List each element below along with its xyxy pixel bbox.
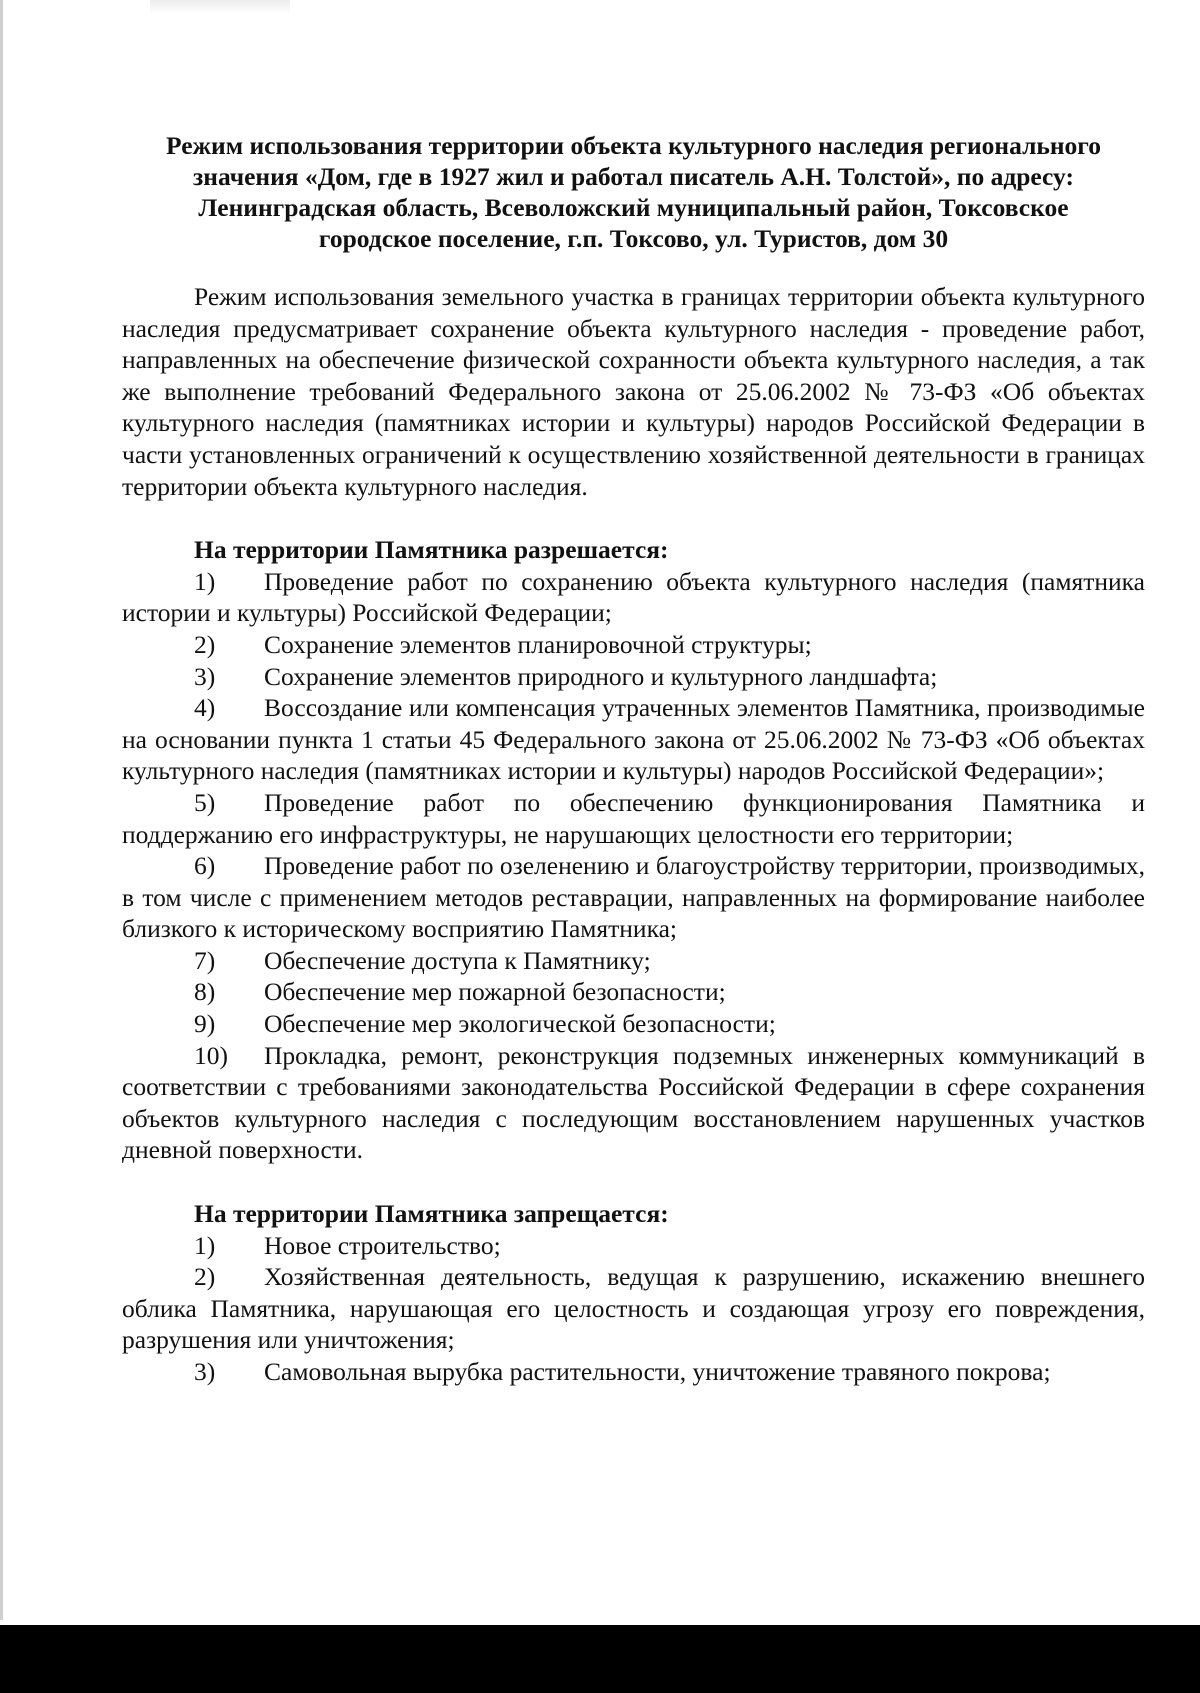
scan-bottom-border: [0, 1625, 1200, 1693]
item-number: 1): [194, 1230, 216, 1260]
item-number: 8): [194, 977, 216, 1007]
list-item: [122, 661, 1145, 693]
item-number: 5): [194, 787, 216, 817]
list-item: [122, 1008, 1145, 1040]
item-text: Воссоздание или компенсация утраченных элементов Памятника, производимые на основании пункта 1 статьи 45 Федерального закона от 25.06.2002 № 73-ФЗ «Об объектах культурного наследия (памятниках истории и культуры) народов Российской Федерации»;: [122, 693, 1145, 786]
item-text: Обеспечение доступа к Памятнику;: [264, 945, 651, 975]
item-number: 2): [194, 1262, 216, 1292]
allowed-list: [122, 566, 1145, 1166]
item-text: Сохранение элементов планировочной структуры;: [264, 629, 812, 659]
scan-smudge: [150, 0, 290, 14]
list-item: [122, 1040, 1145, 1166]
item-text: Проведение работ по обеспечению функционирования Памятника и поддержанию его инфраструктуры, не нарушающих целостности его территории;: [122, 787, 1145, 849]
item-number: 4): [194, 693, 216, 723]
item-text: Обеспечение мер пожарной безопасности;: [264, 977, 726, 1007]
item-number: 10): [194, 1040, 228, 1070]
item-text: Проведение работ по сохранению объекта культурного наследия (памятника истории и культуры) Российской Федерации;: [122, 566, 1145, 628]
list-item: [122, 1356, 1145, 1388]
item-text: Обеспечение мер экологической безопасности;: [264, 1009, 776, 1039]
list-item: [122, 850, 1145, 945]
allowed-heading: На территории Памятника разрешается:: [194, 535, 669, 565]
forbidden-heading: На территории Памятника запрещается:: [194, 1199, 669, 1229]
item-number: 7): [194, 945, 216, 975]
item-number: 3): [194, 661, 216, 691]
document-title: Режим использования территории объекта культурного наследия регионального значения «Дом, где в 1927 жил и работал писатель А.Н. Толстой», по адресу: Ленинградская область, Всеволожский муниципальный район, Токсовское городское поселение, г.п. Токсово, ул. Туристов, дом 30: [166, 131, 1101, 253]
document-body: [122, 130, 1145, 1388]
item-text: Самовольная вырубка растительности, уничтожение травяного покрова;: [264, 1357, 1051, 1386]
forbidden-list: [122, 1230, 1145, 1388]
item-number: 9): [194, 1009, 216, 1039]
list-item: [122, 566, 1145, 629]
list-item: [122, 1261, 1145, 1356]
list-item: [122, 787, 1145, 850]
scan-edge-shadow: [0, 0, 3, 1620]
list-item: [122, 1230, 1145, 1262]
item-number: 3): [194, 1357, 216, 1386]
list-item: [122, 629, 1145, 661]
item-number: 2): [194, 629, 216, 659]
list-item: [122, 692, 1145, 787]
item-number: 1): [194, 566, 216, 596]
list-item: [122, 976, 1145, 1008]
item-text: Новое строительство;: [264, 1230, 501, 1260]
item-text: Хозяйственная деятельность, ведущая к разрушению, искажению внешнего облика Памятника, нарушающая его целостность и создающая угрозу его повреждения, разрушения или уничтожения;: [122, 1262, 1145, 1355]
item-text: Сохранение элементов природного и культурного ландшафта;: [264, 661, 938, 691]
intro-paragraph: Режим использования земельного участка в границах территории объекта культурного наследия предусматривает сохранение объекта культурного наследия - проведение работ, направленных на обеспечение физической сохранности объекта культурного наследия, а так же выполнение требований Федерального закона от 25.06.2002 № 73-ФЗ «Об объектах культурного наследия (памятниках истории и культуры) народов Российской Федерации в части установленных ограничений к осуществлению хозяйственной деятельности в границах территории объекта культурного наследия.: [122, 282, 1145, 501]
item-text: Проведение работ по озеленению и благоустройству территории, производимых, в том числе с применением методов реставрации, направленных на формирование наиболее близкого к историческому восприятию Памятника;: [122, 851, 1145, 944]
item-number: 6): [194, 851, 216, 881]
list-item: [122, 945, 1145, 977]
item-text: Прокладка, ремонт, реконструкция подземных инженерных коммуникаций в соответствии с требованиями законодательства Российской Федерации в сфере сохранения объектов культурного наследия с последующим восстановлением нарушенных участков дневной поверхности.: [122, 1040, 1145, 1165]
